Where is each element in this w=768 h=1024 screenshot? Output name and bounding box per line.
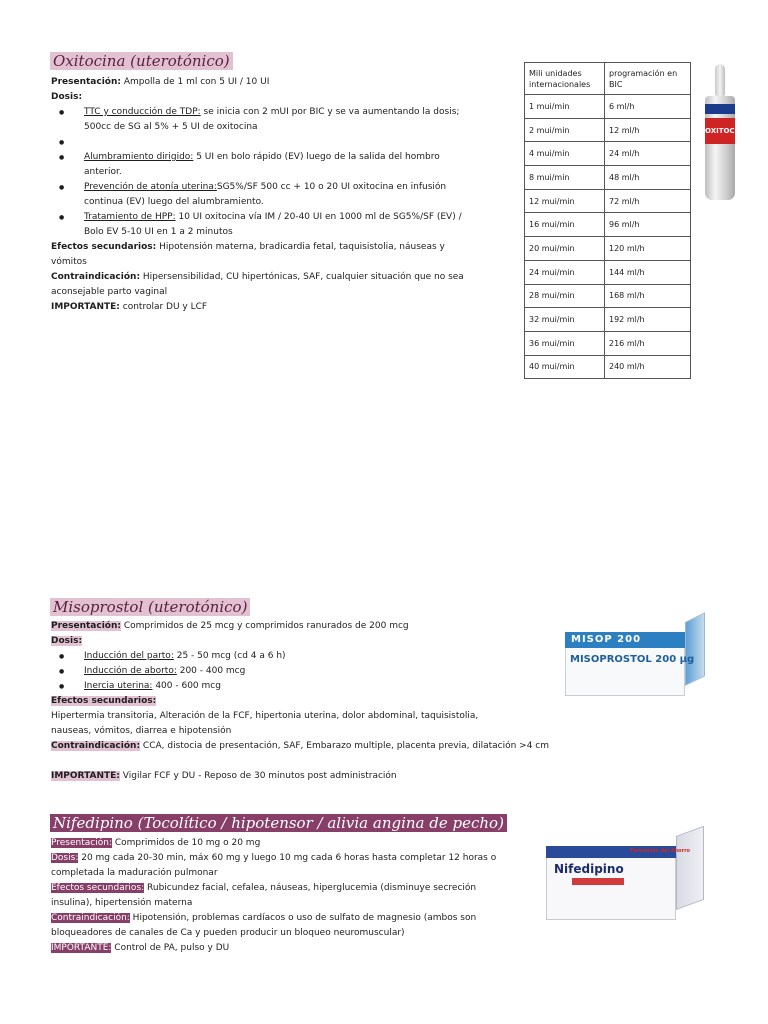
table-row — [525, 331, 691, 355]
ampoule-label: OXITOC — [705, 118, 735, 144]
table-cell: 12 ml/h — [605, 118, 691, 142]
dose-text: se inicia con 2 mUI por BIC y se va aumentando la dosis; — [200, 107, 460, 117]
table-cell: 24 mui/min — [525, 260, 605, 284]
nifedipino-efectos — [51, 881, 551, 896]
presentacion-label: Presentación: — [51, 838, 112, 848]
oxitocina-efectos-cont: vómitos — [51, 257, 87, 267]
dose-text: 5 UI en bolo rápido (EV) luego de la salida del hombro — [193, 152, 440, 162]
presentacion-label: Presentación: — [51, 77, 121, 87]
table-cell: 32 mui/min — [525, 308, 605, 332]
list-item — [51, 150, 511, 180]
misoprostol-dosis-label — [51, 634, 571, 649]
dose-text: 200 - 400 mcg — [176, 666, 246, 676]
box-product-name: MISOPROSTOL 200 µg — [570, 654, 695, 665]
table-row — [525, 355, 691, 379]
nifedipino-box-image — [546, 836, 704, 920]
table-cell: 12 mui/min — [525, 189, 605, 213]
table-row — [525, 189, 691, 213]
dose-text-cont: continua (EV) luego del alumbramiento. — [84, 197, 264, 207]
table-row — [525, 142, 691, 166]
dose-text-cont: 500cc de SG al 5% + 5 UI de oxitocina — [84, 122, 258, 132]
importante-label: IMPORTANTE: — [51, 943, 112, 953]
dosis-label: Dosis: — [51, 636, 83, 646]
dose-label: Inducción de aborto: — [84, 666, 177, 676]
table-cell: 40 mui/min — [525, 355, 605, 379]
table-cell: 240 ml/h — [605, 355, 691, 379]
oxitocina-section — [51, 75, 511, 315]
table-cell: 36 mui/min — [525, 331, 605, 355]
table-header-cell: programación en BIC — [605, 63, 691, 95]
dose-label: Inercia uterina: — [84, 681, 153, 691]
box-side — [685, 612, 705, 686]
table-header-cell: Mili unidades internacionales — [525, 63, 605, 95]
spacer — [51, 754, 571, 769]
list-item-empty — [51, 135, 511, 150]
table-row — [525, 284, 691, 308]
list-item — [51, 105, 511, 135]
dose-text-cont: Bolo EV 5-10 UI en 1 a 2 minutos — [84, 227, 233, 237]
box-product-name: Nifedipino — [554, 862, 624, 876]
nifedipino-contra-cont: bloqueadores de canales de Ca y pueden producir un bloqueo neuromuscular) — [51, 928, 405, 938]
box-side — [676, 826, 704, 910]
dose-text: 10 UI oxitocina vía IM / 20-40 UI en 1000 ml de SG5%/SF (EV) / — [175, 212, 462, 222]
nifedipino-section — [51, 836, 551, 956]
dose-label: TTC y conducción de TDP: — [84, 107, 201, 117]
dose-text: 400 - 600 mcg — [152, 681, 221, 691]
misoprostol-importante — [51, 769, 571, 784]
nifedipino-efectos-cont: insulina), hipertensión materna — [51, 898, 193, 908]
table-cell: 1 mui/min — [525, 95, 605, 119]
oxitocina-efectos — [51, 240, 511, 255]
contra-label: Contraindicación: — [51, 741, 141, 751]
misoprostol-efectos-text: Hipertermia transitoria, Alteración de la FCF, hipertonia uterina, dolor abdominal, taquisistolia, — [51, 711, 479, 721]
table-row — [525, 237, 691, 261]
table-row — [525, 308, 691, 332]
dose-label: Prevención de atonía uterina: — [84, 182, 217, 192]
dosis-label: Dosis: — [51, 853, 79, 863]
misoprostol-section — [51, 619, 571, 784]
table-row — [525, 260, 691, 284]
nifedipino-contra — [51, 911, 551, 926]
efectos-text: Rubicundez facial, cefalea, náuseas, hiperglucemia (disminuye secreción — [144, 883, 477, 893]
table-row — [525, 166, 691, 190]
table-row — [525, 95, 691, 119]
nifedipino-presentacion — [51, 836, 551, 851]
list-item — [51, 679, 571, 694]
table-cell: 2 mui/min — [525, 118, 605, 142]
table-cell: 96 ml/h — [605, 213, 691, 237]
oxitocina-importante — [51, 300, 511, 315]
list-item — [51, 649, 571, 664]
misoprostol-presentacion — [51, 619, 571, 634]
dose-text: SG5%/SF 500 cc + 10 o 20 UI oxitocina en infusión — [216, 182, 447, 192]
presentacion-text: Comprimidos de 25 mcg y comprimidos ranurados de 200 mcg — [121, 621, 409, 631]
box-brand-logo: Farmacias del Ahorro — [630, 848, 690, 854]
dosis-text: 20 mg cada 20-30 min, máx 60 mg y luego 10 mg cada 6 horas hasta completar 12 horas o — [78, 853, 497, 863]
bic-table — [524, 62, 691, 379]
oxitocina-ampoule-image — [705, 64, 735, 200]
ampoule-body — [705, 96, 735, 200]
importante-text: Vigilar FCF y DU - Reposo de 30 minutos post administración — [119, 771, 397, 781]
list-item — [51, 180, 511, 210]
table-cell: 8 mui/min — [525, 166, 605, 190]
table-cell: 216 ml/h — [605, 331, 691, 355]
table-cell: 48 ml/h — [605, 166, 691, 190]
table-cell: 16 mui/min — [525, 213, 605, 237]
list-item — [51, 210, 511, 240]
dose-text-cont: anterior. — [84, 167, 122, 177]
misoprostol-efectos-cont: nauseas, vómitos, diarrea e hipotensión — [51, 726, 232, 736]
misoprostol-efectos-label — [51, 694, 571, 709]
dose-text: 25 - 50 mcg (cd 4 a 6 h) — [173, 651, 286, 661]
efectos-label: Efectos secundarios: — [51, 242, 157, 252]
importante-label: IMPORTANTE: — [51, 771, 120, 781]
table-row — [525, 118, 691, 142]
table-cell: 72 ml/h — [605, 189, 691, 213]
table-row — [525, 213, 691, 237]
table-cell: 4 mui/min — [525, 142, 605, 166]
table-cell: 144 ml/h — [605, 260, 691, 284]
misoprostol-title: Misoprostol (uterotónico) — [50, 598, 250, 616]
oxitocina-dosis-list — [51, 105, 511, 240]
box-brand: MISOP 200 — [565, 632, 685, 648]
contra-text: CCA, distocia de presentación, SAF, Embarazo multiple, placenta previa, dilatación >4 cm — [140, 741, 550, 751]
table-cell: 120 ml/h — [605, 237, 691, 261]
oxitocina-contra — [51, 270, 511, 285]
dose-label: Alumbramiento dirigido: — [84, 152, 194, 162]
nifedipino-dosis — [51, 851, 551, 866]
table-header-row — [525, 63, 691, 95]
contra-text: Hipotensión, problemas cardíacos o uso de sulfato de magnesio (ambos son — [129, 913, 477, 923]
presentacion-text: Ampolla de 1 ml con 5 UI / 10 UI — [121, 77, 270, 87]
misoprostol-contra — [51, 739, 571, 754]
misoprostol-dosis-list — [51, 649, 571, 694]
oxitocina-dosis-label: Dosis: — [51, 92, 83, 102]
importante-text: Control de PA, pulso y DU — [111, 943, 230, 953]
dose-label: Tratamiento de HPP: — [84, 212, 176, 222]
oxitocina-contra-cont: aconsejable parto vaginal — [51, 287, 168, 297]
importante-text: controlar DU y LCF — [119, 302, 208, 312]
contra-label: Contraindicación: — [51, 272, 141, 282]
presentacion-text: Comprimidos de 10 mg o 20 mg — [111, 838, 261, 848]
table-cell: 28 mui/min — [525, 284, 605, 308]
table-cell: 168 ml/h — [605, 284, 691, 308]
contra-label: Contraindicación: — [51, 913, 130, 923]
dose-label: Inducción del parto: — [84, 651, 174, 661]
contra-text: Hipersensibilidad, CU hipertónicas, SAF, cualquier situación que no sea — [140, 272, 464, 282]
ampoule-band — [705, 104, 735, 114]
table-cell: 6 ml/h — [605, 95, 691, 119]
list-item — [51, 664, 571, 679]
table-cell: 20 mui/min — [525, 237, 605, 261]
nifedipino-dosis-cont: completada la maduración pulmonar — [51, 868, 218, 878]
ampoule-neck — [715, 64, 725, 96]
importante-label: IMPORTANTE: — [51, 302, 120, 312]
efectos-label: Efectos secundarios: — [51, 883, 145, 893]
misoprostol-box-image — [565, 622, 705, 696]
nifedipino-title: Nifedipino (Tocolítico / hipotensor / alivia angina de pecho) — [50, 814, 507, 832]
table-cell: 24 ml/h — [605, 142, 691, 166]
oxitocina-presentacion — [51, 75, 511, 90]
table-cell: 192 ml/h — [605, 308, 691, 332]
box-red-stripe — [572, 878, 624, 885]
oxitocina-title: Oxitocina (uterotónico) — [50, 52, 233, 70]
efectos-text: Hipotensión materna, bradicardia fetal, taquisistolia, náuseas y — [156, 242, 445, 252]
nifedipino-importante — [51, 941, 551, 956]
presentacion-label: Presentación: — [51, 621, 121, 631]
efectos-label: Efectos secundarios: — [51, 696, 157, 706]
